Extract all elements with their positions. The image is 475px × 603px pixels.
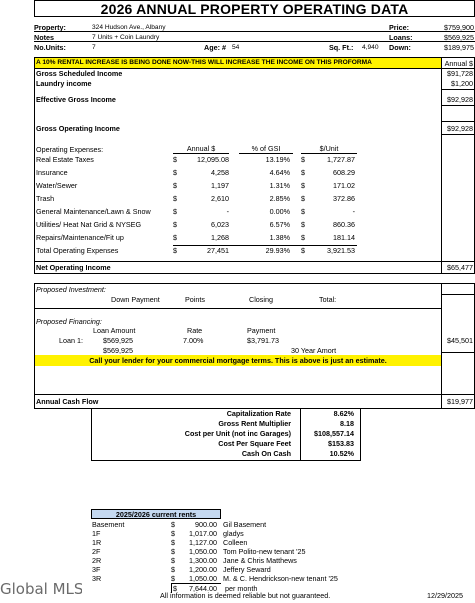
expenses-header: Operating Expenses: — [36, 145, 104, 154]
rents-total-row: $ 7,644.00 per month — [173, 584, 258, 593]
rents-table — [91, 509, 338, 583]
sqft-value: 4,940 — [362, 44, 379, 51]
loan1-amount: $569,925 — [103, 336, 133, 345]
amortization: 30 Year Amort — [291, 346, 337, 355]
loan1-amount-repeat: $569,925 — [103, 346, 133, 355]
laundry-value: $1,200 — [451, 79, 473, 88]
rents-header: 2025/2026 current rents — [91, 509, 221, 519]
metric-row: Cost per Unit (not inc Garages) $108,557.14 — [184, 429, 354, 438]
noi-value: $65,477 — [447, 263, 473, 272]
expense-row: Real Estate Taxes $ 12,095.08 13.19% $ 1,727.87 — [36, 155, 355, 164]
metric-row: Capitalization Rate 8.62% — [226, 409, 354, 418]
rent-row: 2R $ 1,300.00 Jane & Chris Matthews — [92, 556, 297, 565]
egi-value: $92,928 — [447, 95, 473, 104]
down-label: Down: — [389, 43, 411, 52]
metric-row: Cost Per Square Feet $153.83 — [218, 439, 354, 448]
payment-header: Payment — [247, 326, 276, 335]
property-info — [34, 22, 475, 52]
debt-service-value: $45,501 — [447, 336, 473, 345]
goi-label: Gross Operating Income — [36, 124, 120, 133]
gsi-value: $91,728 — [447, 69, 473, 78]
operating-section — [34, 57, 475, 274]
rent-row: 1F $ 1,017.00 gladys — [92, 529, 244, 538]
sqft-label: Sq. Ft.: — [329, 43, 354, 52]
rental-increase-banner: A 10% RENTAL INCREASE IS BEING DONE NOW-THIS WILL INCREASE THE INCOME ON THIS PROFORMA — [35, 58, 441, 68]
price-label: Price: — [389, 23, 409, 32]
annual-header: Annual $ — [444, 59, 473, 68]
points-header: Points — [185, 295, 205, 304]
age-value: 54 — [232, 44, 240, 51]
property-address: 324 Hudson Ave., Albany — [92, 24, 166, 31]
lender-note: Call your lender for your commercial mortgage terms. This is above is just an estimate. — [35, 355, 441, 366]
divider — [34, 31, 475, 32]
loan1-rate: 7.00% — [183, 336, 204, 345]
expense-row: Utilities/ Heat Nat Grid & NYSEG $ 6,023 6.57% $ 860.36 — [36, 220, 355, 229]
expense-row: General Maintenance/Lawn & Snow $ - 0.00% $ - — [36, 207, 355, 216]
rent-row: 1R $ 1,127.00 Colleen — [92, 538, 248, 547]
rate-header: Rate — [187, 326, 203, 335]
total-header: Total: — [319, 295, 337, 304]
proposed-financing-label: Proposed Financing: — [36, 317, 102, 326]
price-value: $759,900 — [444, 23, 474, 32]
col-annual: Annual $ — [173, 144, 229, 154]
units-value: 7 — [92, 44, 96, 51]
proposed-investment-label: Proposed Investment: — [36, 285, 106, 294]
metrics-box — [91, 408, 361, 461]
col-gsi: % of GSI — [239, 144, 293, 154]
loan-amount-header: Loan Amount — [93, 326, 136, 335]
financing-section — [34, 283, 475, 409]
expense-row: Water/Sewer $ 1,197 1.31% $ 171.02 — [36, 181, 355, 190]
laundry-label: Laundry income — [36, 79, 92, 88]
metric-row: Cash On Cash 10.52% — [241, 449, 354, 458]
expense-row: Trash $ 2,610 2.85% $ 372.86 — [36, 194, 355, 203]
rent-row: Basement $ 900.00 Gil Basement — [92, 520, 267, 529]
gsi-label: Gross Scheduled Income — [36, 69, 123, 78]
disclaimer: All information is deemed reliable but not guaranteed. — [160, 591, 331, 600]
metric-row: Gross Rent Multiplier 8.18 — [218, 419, 354, 428]
cash-flow-label: Annual Cash Flow — [36, 397, 99, 406]
property-label: Property: — [34, 23, 66, 32]
rent-row: 3R $ 1,050.00 M. & C. Hendrickson-new tenant '25 — [92, 574, 338, 583]
age-label: Age: # — [204, 43, 226, 52]
notes-value: 7 Units + Coin Laundry — [92, 34, 160, 41]
expense-row: Insurance $ 4,258 4.64% $ 608.29 — [36, 168, 355, 177]
divider — [34, 41, 475, 42]
col-unit: $/Unit — [301, 144, 357, 154]
expense-row: Repairs/Maintenance/Fit up $ 1,268 1.38% $ 181.14 — [36, 233, 355, 242]
cash-flow-value: $19,977 — [447, 397, 473, 406]
loans-value: $569,925 — [444, 33, 474, 42]
svg-text:Global MLS: Global MLS — [0, 580, 82, 598]
egi-label: Effective Gross Income — [36, 95, 116, 104]
loan1-payment: $3,791.73 — [247, 336, 279, 345]
footer-date: 12/29/2025 — [427, 591, 463, 600]
loans-label: Loans: — [389, 33, 413, 42]
mls-logo — [0, 578, 82, 603]
down-payment-header: Down Payment — [111, 295, 160, 304]
goi-value: $92,928 — [447, 124, 473, 133]
globe-icon — [0, 578, 82, 598]
expense-total-row: Total Operating Expenses $ 27,451 29.93% $ 3,921.53 — [36, 246, 355, 255]
closing-header: Closing — [249, 295, 273, 304]
units-label: No.Units: — [34, 43, 66, 52]
rent-row: 3F $ 1,200.00 Jeffery Seward — [92, 565, 271, 574]
loan1-label: Loan 1: — [59, 336, 83, 345]
notes-label: Notes — [34, 33, 54, 42]
page-title: 2026 ANNUAL PROPERTY OPERATING DATA — [34, 0, 475, 17]
down-value: $189,975 — [444, 43, 474, 52]
noi-label: Net Operating Income — [36, 263, 111, 272]
rent-row: 2F $ 1,050.00 Tom Polito-new tenant '25 — [92, 547, 306, 556]
